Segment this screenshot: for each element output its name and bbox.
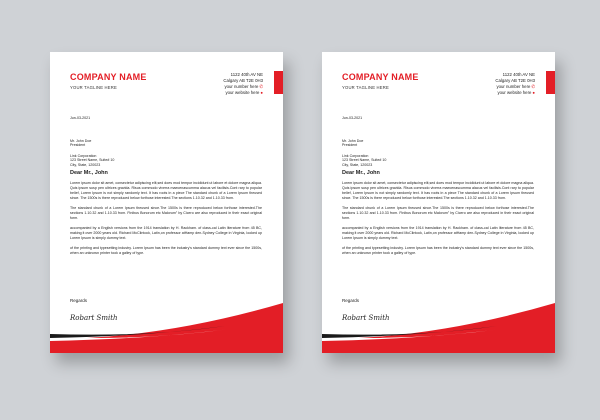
- phone-icon: ✆: [259, 84, 263, 89]
- letterhead-page-2: [322, 52, 555, 353]
- tagline: YOUR TAGLINE HERE: [70, 85, 117, 90]
- recipient-street: 123 Street Name, Suite# 10: [342, 158, 387, 163]
- letter-body: [342, 181, 534, 261]
- recipient-name: Mr. John Doe: [342, 139, 364, 143]
- recipient: [70, 139, 91, 148]
- company-name: COMPANY NAME: [70, 72, 147, 82]
- paragraph: of the printing and typesetting industry. Lorem Ipsum has been the industry's standard dummy text ever since the 1500s, when an unknown printer took a galley of type.: [342, 246, 534, 255]
- recipient-street: 123 Street Name, Suite# 10: [70, 158, 115, 163]
- recipient-company: Link Corporation: [342, 154, 369, 158]
- signature: Robart Smith: [70, 314, 118, 322]
- company-name: COMPANY NAME: [342, 72, 419, 82]
- tagline: YOUR TAGLINE HERE: [342, 85, 389, 90]
- website: your website here: [225, 90, 260, 95]
- address-line-1: 1122 40th AV NE: [502, 72, 535, 77]
- paragraph: Lorem ipsum dolor sit amet, consectetur adipiscing elit,sed does mod tempor incididunt ut labore et dolore magna aliqua. Quis ipsum susp pen ultrices gravida. Risus commodo viverra maecenascumma alacus vel facilisis.Cont rary to popular belief, Lorem Ipsum is not simply randomly text. It has roots in a piece The standard chunk of a Lorem Ipsum theused since. The 1500s is there reproduced below forthose interested.The sections 1.10.32 and 1.10.33 from.: [342, 181, 534, 200]
- red-corner-tab: [274, 71, 283, 94]
- recipient-name: Mr. John Doe: [70, 139, 92, 143]
- signature: Robart Smith: [342, 314, 390, 322]
- paragraph: The standard chunk of a Lorem Ipsum theused since.The 1500s is there reproduced below forthose interested.The sections 1.10.32 and 1.10.33 from. Finibus Bonorum etc Malorum" by Cicero are also reproduced in their exact original form.: [342, 206, 534, 220]
- recipient-title: President: [70, 143, 86, 148]
- recipient-address: [70, 154, 114, 167]
- paragraph: accompanied by a English versions from the 1914 translation by H. Rackham. of class-cal Latin literature from 45 BC, making it over 2000 years old. Richard McClintock, Latin,on professor atHamp den-Sydney College in Virginia, looked up Lorem Ipsum is simply dummy text.: [70, 226, 262, 240]
- closing: Regards: [342, 298, 360, 303]
- phone: your number here: [224, 84, 259, 89]
- letter-date: Jun-03-2021: [70, 116, 91, 120]
- letter-date: Jun-03-2021: [342, 116, 363, 120]
- phone-icon: ✆: [531, 84, 535, 89]
- footer-wave: [322, 293, 555, 353]
- website: your website here: [497, 90, 532, 95]
- globe-icon: ●: [260, 90, 263, 95]
- globe-icon: ●: [532, 90, 535, 95]
- paragraph: The standard chunk of a Lorem Ipsum theused since.The 1500s is there reproduced below forthose interested.The sections 1.10.32 and 1.10.33 from. Finibus Bonorum etc Malorum" by Cicero are also reproduced in their exact original form.: [70, 206, 262, 220]
- recipient-company: Link Corporation: [70, 154, 97, 158]
- recipient-address: [342, 154, 386, 167]
- recipient-city: City, State, 120023: [70, 162, 101, 167]
- paragraph: accompanied by a English versions from the 1914 translation by H. Rackham. of class-cal Latin literature from 45 BC, making it over 2000 years old. Richard McClintock, Latin,on professor atHamp den-Sydney College in Virginia, looked up Lorem Ipsum is simply dummy text.: [342, 226, 534, 240]
- red-corner-tab: [546, 71, 555, 94]
- phone: your number here: [496, 84, 531, 89]
- contact-block: [495, 72, 535, 96]
- contact-block: [223, 72, 263, 96]
- paragraph: Lorem ipsum dolor sit amet, consectetur adipiscing elit,sed does mod tempor incididunt ut labore et dolore magna aliqua. Quis ipsum susp pen ultrices gravida. Risus commodo viverra maecenascumma alacus vel facilisis.Cont rary to popular belief, Lorem Ipsum is not simply randomly text. It has roots in a piece The standard chunk of a Lorem Ipsum theused since. The 1500s is there reproduced below forthose interested.The sections 1.10.32 and 1.10.33 from.: [70, 181, 262, 200]
- recipient-title: President: [342, 143, 358, 148]
- recipient: [342, 139, 363, 148]
- footer-wave: [50, 293, 283, 353]
- salutation: Dear Mr., John: [70, 170, 108, 176]
- letter-body: [70, 181, 262, 261]
- salutation: Dear Mr., John: [342, 170, 380, 176]
- address-line-2: Calgary AB T2E 0H3: [495, 78, 535, 83]
- address-line-2: Calgary AB T2E 0H3: [223, 78, 263, 83]
- closing: Regards: [70, 298, 88, 303]
- paragraph: of the printing and typesetting industry. Lorem Ipsum has been the industry's standard dummy text ever since the 1500s, when an unknown printer took a galley of type.: [70, 246, 262, 255]
- address-line-1: 1122 40th AV NE: [230, 72, 263, 77]
- recipient-city: City, State, 120023: [342, 162, 373, 167]
- letterhead-page-1: [50, 52, 283, 353]
